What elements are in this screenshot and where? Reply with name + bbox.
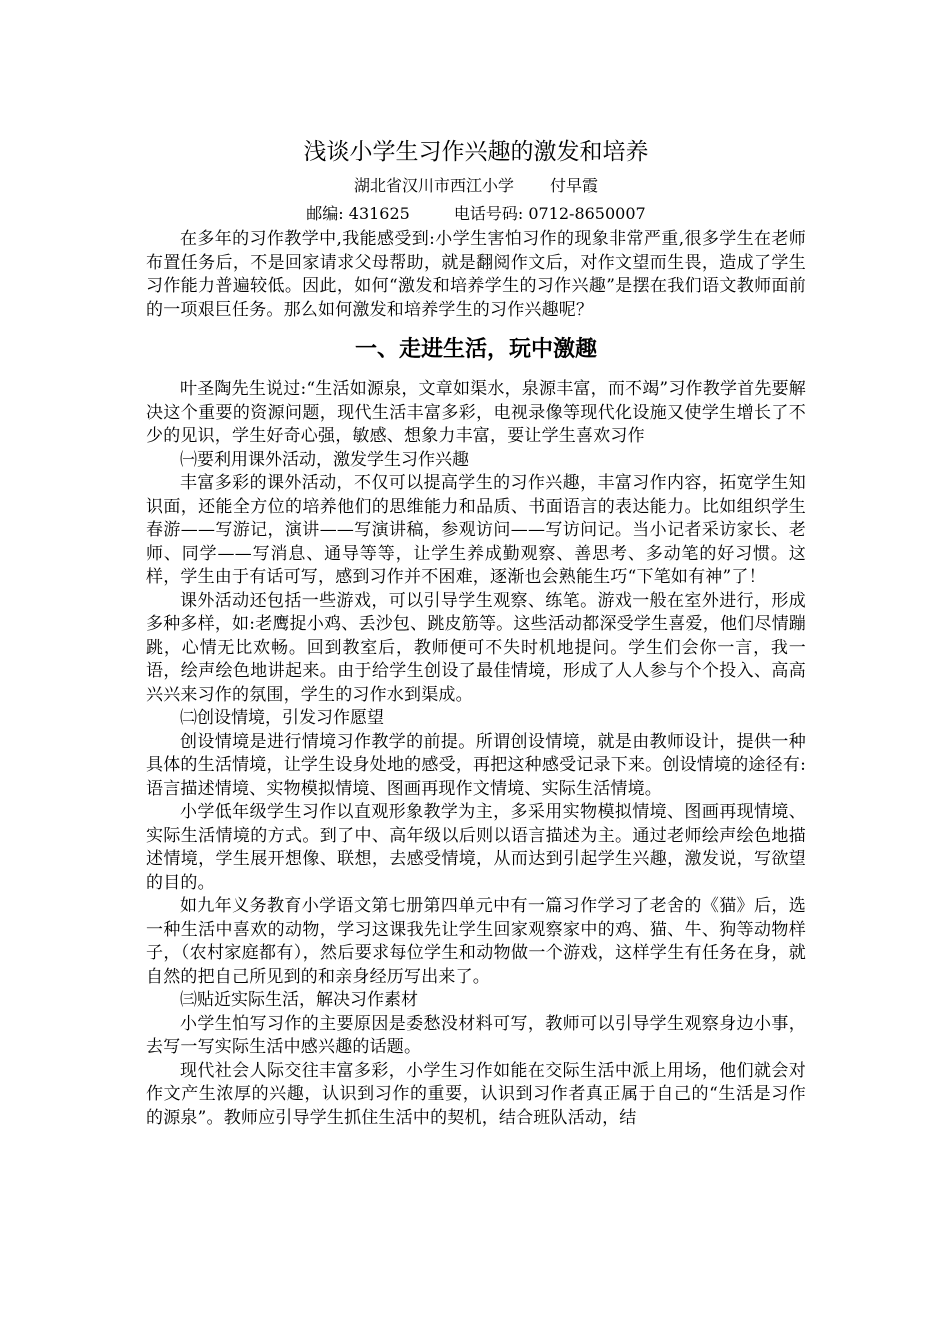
contact-line bbox=[146, 200, 806, 228]
author-line bbox=[146, 172, 806, 200]
body-paragraph: 叶圣陶先生说过:“生活如源泉，文章如渠水，泉源丰富，而不竭”习作教学首先要解决这个重要的资源问题，现代生活丰富多彩，电视录像等现代化设施又使学生增长了不少的见识，学生好奇心强，敏感、想象力丰富，要让学生喜欢习作 bbox=[146, 379, 806, 446]
article-title: 浅谈小学生习作兴趣的激发和培养 bbox=[303, 139, 649, 165]
postcode: 邮编: 431625 bbox=[306, 204, 410, 223]
intro-paragraph: 在多年的习作教学中,我能感受到:小学生害怕习作的现象非常严重,很多学生在老师布置任务后，不是回家请求父母帮助，就是翻阅作文后，对作文望而生畏，造成了学生习作能力普遍较低。因此，如何“激发和培养学生的习作兴趣”是摆在我们语文教师面前的一项艰巨任务。那么如何激发和培养学生的习作兴趣呢？ bbox=[146, 229, 806, 320]
author-school: 湖北省汉川市西江小学 bbox=[353, 176, 514, 195]
body-paragraph: 丰富多彩的课外活动，不仅可以提高学生的习作兴趣，丰富习作内容，拓宽学生知识面，还能全方位的培养他们的思维能力和品质、书面语言的表达能力。比如组织学生春游——写游记，演讲——写演讲稿，参观访问——写访问记。当小记者采访家长、老师、同学——写消息、通导等等，让学生养成勤观察、善思考、多动笔的好习惯。这样，学生由于有话可写，感到习作并不困难，逐渐也会熟能生巧“下笔如有神”了！ bbox=[146, 473, 806, 587]
document-page bbox=[146, 132, 806, 1130]
body-paragraph: 课外活动还包括一些游戏，可以引导学生观察、练笔。游戏一般在室外进行，形成多种多样，如:老鹰捉小鸡、丢沙包、跳皮筋等。这些活动都深受学生喜爱，他们尽情蹦跳，心情无比欢畅。回到教室后，教师便可不失时机地提问。学生们会你一言，我一语，绘声绘色地讲起来。由于给学生创设了最佳情境，形成了人人参与个个投入、高高兴兴来习作的氛围，学生的习作水到渠成。 bbox=[146, 590, 806, 705]
body-paragraph: 创设情境是进行情境习作教学的前提。所谓创设情境，就是由教师设计，提供一种具体的生活情境，让学生设身处地的感受，再把这种感受记录下来。创设情境的途径有:语言描述情境、实物模拟情境、图画再现作文情境、实际生活情境。 bbox=[146, 731, 806, 799]
body-paragraph: 小学低年级学生习作以直观形象教学为主，多采用实物模拟情境、图画再现情境、实际生活情境的方式。到了中、高年级以后则以语言描述为主。通过老师绘声绘色地描述情境，学生展开想像、联想，去感受情境，从而达到引起学生兴趣，激发说，写欲望的目的。 bbox=[146, 802, 806, 893]
body-paragraph: 现代社会人际交往丰富多彩，小学生习作如能在交际生活中派上用场，他们就会对作文产生浓厚的兴趣，认识到习作的重要，认识到习作者真正属于自己的“生活是习作的源泉”。教师应引导学生抓住生活中的契机，结合班队活动，结 bbox=[146, 1060, 806, 1128]
section-heading: 一、走进生活，玩中激趣 bbox=[354, 337, 597, 362]
body-paragraph: 如九年义务教育小学语文第七册第四单元中有一篇习作学习了老舍的《猫》后，选一种生活中喜欢的动物，学习这课我先让学生回家观察家中的鸡、猫、牛、狗等动物样子，（农村家庭都有），然后要求每位学生和动物做一个游戏，这样学生有任务在身，就自然的把自己所见到的和亲身经历写出来了。 bbox=[146, 896, 806, 987]
subsection-heading: ㈡创设情境，引发习作愿望 bbox=[180, 708, 384, 728]
body-paragraph: 小学生怕写习作的主要原因是委愁没材料可写，教师可以引导学生观察身边小事，去写一写实际生活中感兴趣的话题。 bbox=[146, 1013, 806, 1057]
subsection-heading: ㈢贴近实际生活，解决习作素材 bbox=[180, 990, 418, 1010]
author-name: 付早霞 bbox=[550, 176, 599, 195]
phone-number: 电话号码: 0712-8650007 bbox=[453, 204, 646, 223]
subsection-heading: ㈠要利用课外活动，激发学生习作兴趣 bbox=[180, 449, 469, 470]
